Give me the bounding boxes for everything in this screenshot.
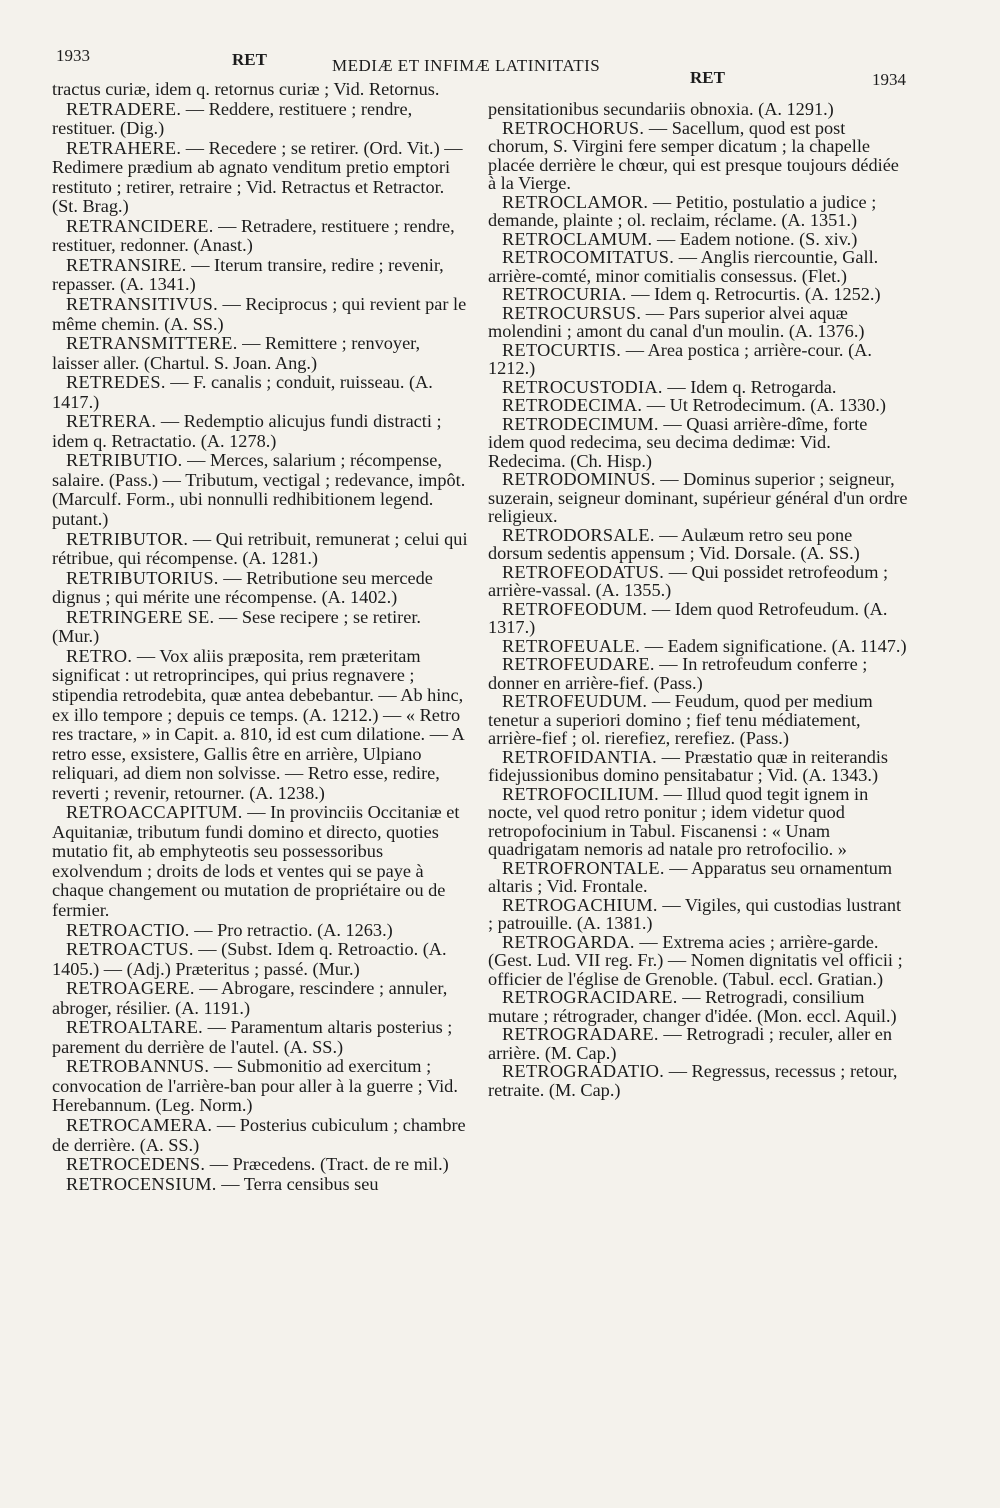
- entry-definition: — Pars superior alvei aquæ molendini ; amont du canal d'un moulin. (A. 1376.): [488, 302, 865, 341]
- entry-definition: — F. canalis ; conduit, ruisseau. (A. 1417.): [52, 372, 433, 412]
- entry-definition: — Præcedens. (Tract. de re mil.): [205, 1154, 449, 1175]
- dictionary-entry: [52, 256, 470, 295]
- entry-definition: — Illud quod tegit ignem in nocte, vel quod retro ponitur ; idem videtur quod retropofocinium in Tabul. Fiscanensi : « Unam quadrigatam nemoris ad natale pro retrofocilio. »: [488, 783, 869, 859]
- entry-definition: — Area postica ; arrière-cour. (A. 1212.): [488, 339, 872, 378]
- entry-headword: RETRANSIRE.: [66, 254, 187, 275]
- dictionary-entry: [488, 470, 908, 526]
- entry-headword: RETROFEUDUM.: [502, 691, 648, 711]
- dictionary-entry: [488, 415, 908, 471]
- entry-headword: RETROACTIO.: [66, 919, 190, 940]
- dictionary-entry: [52, 412, 470, 451]
- entry-definition: — Remittere ; renvoyer, laisser aller. (Chartul. S. Joan. Ang.): [52, 333, 421, 373]
- entry-definition: — Idem q. Retrogarda.: [662, 376, 837, 397]
- entry-headword: RETRADERE.: [66, 98, 182, 119]
- dictionary-entry: [52, 139, 470, 217]
- entry-definition: — Vigiles, qui custodias lustrant ; patrouille. (A. 1381.): [488, 894, 902, 933]
- entry-headword: RETROGRADARE.: [502, 1024, 659, 1044]
- dictionary-entry: [52, 1018, 470, 1057]
- entry-headword: RETROAGERE.: [66, 978, 195, 999]
- entry-definition: — Qui retribuit, remunerat ; celui qui rétribue, qui récompense. (A. 1281.): [52, 528, 468, 569]
- entry-headword: RETRIBUTIO.: [66, 450, 183, 471]
- page-number-left: 1933: [56, 46, 90, 65]
- entry-headword: RETROFEUDARE.: [502, 654, 655, 674]
- entry-headword: RETROFIDANTIA.: [502, 746, 658, 767]
- entry-headword: RETROCURIA.: [502, 284, 627, 304]
- entry-headword: RETROCOMITATUS.: [502, 247, 675, 267]
- dictionary-entry: [488, 563, 908, 600]
- entry-headword: RETROGACHIUM.: [502, 894, 658, 915]
- entry-definition: — Retributione seu mercede dignus ; qui mérite une récompense. (A. 1402.): [52, 567, 433, 608]
- dictionary-entry: [52, 217, 470, 256]
- entry-definition: — Iterum transire, redire ; revenir, repasser. (A. 1341.): [52, 254, 444, 295]
- dictionary-entry: [488, 230, 908, 249]
- dictionary-entry: [488, 341, 908, 378]
- entry-headword: RETROACTUS.: [66, 939, 194, 960]
- dictionary-entry: [488, 285, 908, 304]
- dictionary-entry: [52, 334, 470, 373]
- dictionary-entry: [488, 396, 908, 415]
- dictionary-entry: [52, 979, 470, 1018]
- dictionary-entry: [488, 1025, 908, 1062]
- dictionary-entry: [52, 1155, 470, 1175]
- dictionary-entry: [488, 692, 908, 748]
- dictionary-entry: [488, 896, 908, 933]
- entry-headword: RETRO.: [66, 645, 133, 666]
- entry-headword: RETROBANNUS.: [66, 1056, 210, 1077]
- entry-headword: RETREDES.: [66, 372, 166, 393]
- entry-headword: RETRIBUTOR.: [66, 528, 189, 549]
- dictionary-entry: [488, 304, 908, 341]
- entry-headword: RETOCURTIS.: [502, 339, 622, 360]
- entry-definition: — Reciprocus ; qui revient par le même chemin. (A. SS.): [52, 294, 467, 334]
- entry-definition: — Eadem notione. (S. xiv.): [652, 228, 858, 249]
- page-number-right: 1934: [872, 70, 906, 89]
- entry-definition: pensitationibus secundariis obnoxia. (A. 1291.): [488, 99, 834, 119]
- entry-definition: — Recedere ; se retirer. (Ord. Vit.) — Redimere prædium ab agnato venditum pretio emptori restituto ; retirer, retraire ; Vid. Retractus et Retractor. (St. Brag.): [52, 137, 463, 217]
- entry-definition: — Petitio, postulatio a judice ; demande, plainte ; ol. reclaim, réclame. (A. 1351.): [488, 191, 877, 230]
- entry-definition: — Idem q. Retrocurtis. (A. 1252.): [626, 284, 881, 304]
- dictionary-entry: [52, 373, 470, 412]
- entry-definition: — Quasi arrière-dîme, forte idem quod redecima, seu decima dedimæ: Vid. Redecima. (Ch. Hisp.): [488, 413, 868, 471]
- entry-headword: RETRIBUTORIUS.: [66, 567, 219, 588]
- running-head-right: RET: [690, 68, 725, 87]
- dictionary-entry: [488, 119, 908, 193]
- entry-definition: — Retrogradi, consilium mutare ; rétrograder, changer d'idée. (Mon. eccl. Aquil.): [488, 987, 897, 1026]
- entry-headword: RETROGRADATIO.: [502, 1061, 665, 1081]
- entry-definition: — Ut Retrodecimum. (A. 1330.): [642, 395, 886, 415]
- dictionary-entry: [488, 600, 908, 637]
- entry-definition: — Feudum, quod per medium tenetur a superiori domino ; fief tenu médiatement, arrière-fief ; ol. rierefiez, rerefiez. (Pass.): [488, 691, 873, 748]
- entry-headword: RETROGARDA.: [502, 931, 635, 952]
- entry-headword: RETROCAMERA.: [66, 1114, 213, 1135]
- dictionary-entry: [488, 655, 908, 692]
- entry-definition: — Qui possidet retrofeodum ; arrière-vassal. (A. 1355.): [488, 561, 889, 600]
- entry-headword: RETRINGERE SE.: [66, 606, 215, 627]
- left-column: [52, 80, 470, 1194]
- dictionary-entry: [488, 785, 908, 859]
- entry-headword: RETRODORSALE.: [502, 524, 655, 545]
- entry-definition: — Extrema acies ; arrière-garde. (Gest. Lud. VII reg. Fr.) — Nomen dignitatis vel officii ; officier de l'église de Grenoble. (Tabul. eccl. Gratian.): [488, 931, 903, 989]
- dictionary-entry: [488, 748, 908, 785]
- entry-headword: RETROGRACIDARE.: [502, 987, 678, 1007]
- dictionary-entry: [52, 803, 470, 920]
- entry-definition: — Regressus, recessus ; retour, retraite. (M. Cap.): [488, 1061, 898, 1100]
- entry-headword: RETROCENSIUM.: [66, 1173, 217, 1194]
- entry-definition: — Reddere, restituere ; rendre, restituer. (Dig.): [52, 98, 413, 139]
- entry-definition: — Sacellum, quod est post chorum, S. Virgini fere semper dicatum ; la chapelle placée derrière le chœur, qui est presque toujours dédiée à la Vierge.: [488, 117, 899, 193]
- entry-definition: — Merces, salarium ; récompense, salaire. (Pass.) — Tributum, vectigal ; redevance, impôt. (Marculf. Form., ubi nonnulli redhibitionem legend. putant.): [52, 450, 466, 530]
- entry-headword: RETROFEODUM.: [502, 598, 648, 619]
- entry-headword: RETROCLAMUM.: [502, 228, 653, 249]
- dictionary-entry: [52, 1116, 470, 1155]
- dictionary-entry: [488, 933, 908, 989]
- page-title: MEDIÆ ET INFIMÆ LATINITATIS: [332, 56, 601, 75]
- dictionary-entry: [52, 1057, 470, 1116]
- entry-definition: — Sese recipere ; se retirer. (Mur.): [52, 606, 422, 647]
- dictionary-entry: [52, 100, 470, 139]
- entry-definition: — Abrogare, rescindere ; annuler, abroger, résilier. (A. 1191.): [52, 978, 448, 1018]
- entry-definition: — Præstatio quæ in reiterandis fidejussionibus domino pensitabatur ; Vid. (A. 1343.): [488, 746, 889, 785]
- dictionary-entry: [488, 637, 908, 656]
- entry-headword: RETRERA.: [66, 411, 157, 432]
- entry-headword: RETROCLAMOR.: [502, 191, 649, 212]
- entry-definition: — Aulæum retro seu pone dorsum sedentis appensum ; Vid. Dorsale. (A. SS.): [488, 524, 860, 563]
- entry-definition: — Idem quod Retrofeudum. (A. 1317.): [488, 598, 888, 637]
- entry-headword: RETRODOMINUS.: [502, 469, 656, 489]
- entry-definition: — Posterius cubiculum ; chambre de derrière. (A. SS.): [52, 1114, 466, 1155]
- dictionary-entry: [488, 378, 908, 397]
- entry-headword: RETRAHERE.: [66, 137, 182, 158]
- entry-headword: RETROCEDENS.: [66, 1154, 206, 1175]
- entry-headword: RETROCHORUS.: [502, 117, 645, 138]
- entry-definition: — In provinciis Occitaniæ et Aquitaniæ, tributum fundi domino et directo, quoties mutatio fit, ab emphyteotis seu possessoribus exolvendum ; droits de lods et ventes qui se paye à chaque changement ou mutation de propriétaire ou de fermier.: [52, 802, 460, 920]
- entry-headword: RETROFEUALE.: [502, 635, 641, 656]
- entry-definition: — Terra censibus seu: [216, 1173, 379, 1194]
- entry-definition: — Retrogradi ; reculer, aller en arrière. (M. Cap.): [488, 1024, 893, 1063]
- dictionary-entry: [52, 1175, 470, 1195]
- entry-headword: RETROFRONTALE.: [502, 857, 665, 878]
- entry-definition: — (Subst. Idem q. Retroactio. (A. 1405.) — (Adj.) Præteritus ; passé. (Mur.): [52, 939, 447, 979]
- dictionary-entry: [488, 248, 908, 285]
- dictionary-entry: [52, 530, 470, 569]
- dictionary-entry: [52, 80, 470, 100]
- entry-headword: RETROACCAPITUM.: [66, 802, 243, 823]
- entry-headword: RETRANCIDERE.: [66, 215, 214, 236]
- entry-definition: — Redemptio alicujus fundi distracti ; idem q. Retractatio. (A. 1278.): [52, 411, 442, 451]
- running-head-left: RET: [232, 50, 267, 69]
- entry-headword: RETRANSMITTERE.: [66, 333, 238, 354]
- entry-definition: — In retrofeudum conferre ; donner en arrière-fief. (Pass.): [488, 654, 868, 693]
- entry-headword: RETROFOCILIUM.: [502, 783, 660, 804]
- entry-headword: RETROALTARE.: [66, 1017, 204, 1038]
- dictionary-entry: [52, 569, 470, 608]
- dictionary-entry: [52, 295, 470, 334]
- entry-headword: RETROCURSUS.: [502, 302, 642, 323]
- entry-definition: — Anglis riercountie, Gall. arrière-comté, minor comitialis consessus. (Flet.): [488, 247, 879, 286]
- entry-headword: RETRODECIMA.: [502, 395, 643, 415]
- dictionary-entry: [52, 647, 470, 803]
- entry-definition: — Retradere, restituere ; rendre, restituer, redonner. (Anast.): [52, 215, 455, 256]
- entry-definition: — Paramentum altaris posterius ; parement du derrière de l'autel. (A. SS.): [52, 1017, 453, 1057]
- dictionary-entry: [488, 193, 908, 230]
- dictionary-entry: [52, 451, 470, 529]
- entry-definition: tractus curiæ, idem q. retornus curiæ ; Vid. Retornus.: [52, 79, 440, 99]
- dictionary-entry: [52, 940, 470, 979]
- right-column: [488, 100, 908, 1099]
- dictionary-entry: [488, 1062, 908, 1099]
- entry-definition: — Pro retractio. (A. 1263.): [189, 919, 393, 940]
- entry-definition: — Vox aliis præposita, rem præteritam significat : ut retroprincipes, qui prius regnavere ; stipendia retrodebita, quæ antea debebantur. — Ab hinc, ex illo tempore ; depuis ce temps. (A. 1212.) — « Retro res tractare, » in Capit. a. 810, id est cum dilatione. — A retro esse, exsistere, Gallis être en arrière, Ulpiano reliquari, ad diem non solvisse. — Retro esse, redire, reverti ; revenir, retourner. (A. 1238.): [52, 645, 464, 803]
- entry-definition: — Submonitio ad exercitum ; convocation de l'arrière-ban pour aller à la guerre ; Vid. Herebannum. (Leg. Norm.): [52, 1056, 458, 1116]
- dictionary-entry: [488, 526, 908, 563]
- dictionary-entry: [488, 100, 908, 119]
- dictionary-entry: [52, 921, 470, 941]
- entry-headword: RETRANSITIVUS.: [66, 294, 218, 315]
- entry-headword: RETROFEODATUS.: [502, 561, 665, 582]
- entry-headword: RETRODECIMUM.: [502, 413, 659, 434]
- dictionary-entry: [488, 988, 908, 1025]
- dictionary-entry: [488, 859, 908, 896]
- entry-definition: — Eadem significatione. (A. 1147.): [640, 635, 907, 656]
- entry-definition: — Apparatus seu ornamentum altaris ; Vid. Frontale.: [488, 857, 893, 896]
- entry-headword: RETROCUSTODIA.: [502, 376, 663, 397]
- entry-definition: — Dominus superior ; seigneur, suzerain, seigneur dominant, supérieur général d'un ordre religieux.: [488, 469, 908, 526]
- dictionary-entry: [52, 608, 470, 647]
